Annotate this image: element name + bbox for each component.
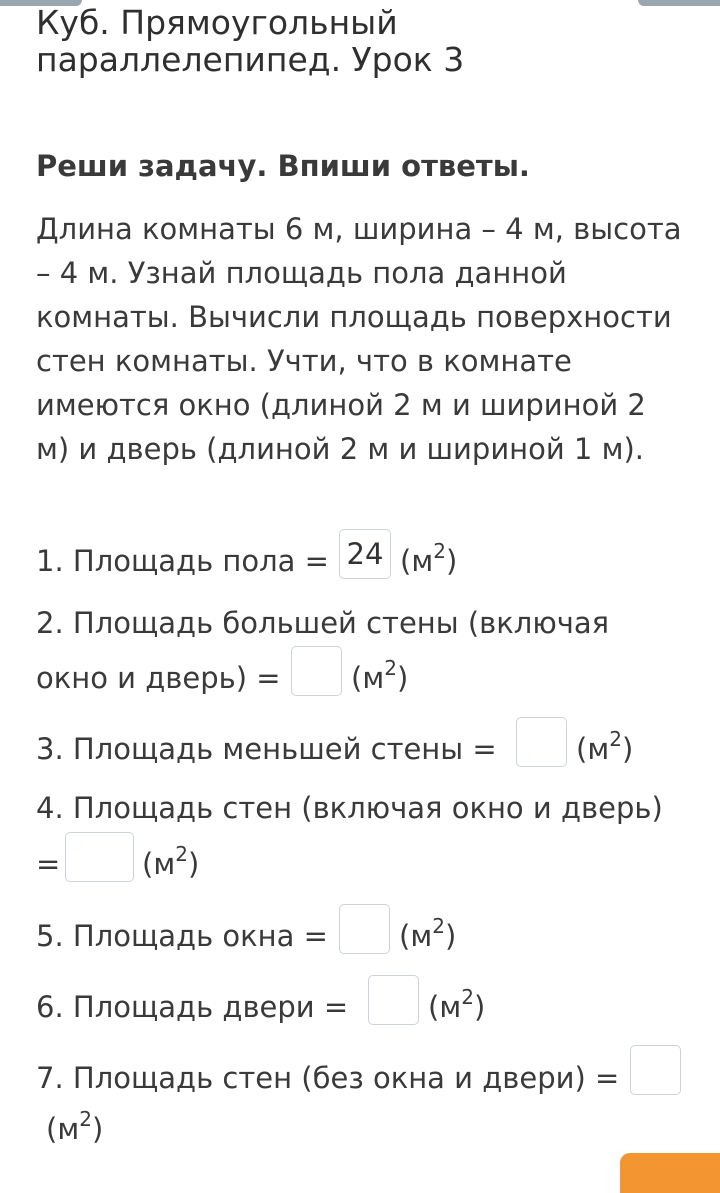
answer-input-7[interactable] — [630, 1045, 681, 1095]
unit-label-6 — [428, 985, 485, 1029]
unit-close: ) — [621, 732, 634, 766]
unit-exponent: 2 — [433, 539, 446, 564]
question-2-label-line2: окно и дверь) = — [36, 661, 281, 695]
question-2-label-line1: 2. Площадь большей стены (включая — [36, 606, 610, 640]
unit-exponent: 2 — [461, 985, 474, 1010]
answer-input-4[interactable] — [65, 832, 134, 882]
answer-input-2[interactable] — [291, 646, 342, 696]
unit-label-4 — [142, 842, 199, 886]
unit-close: ) — [444, 919, 457, 953]
unit-label-3 — [576, 727, 633, 771]
question-1-label: 1. Площадь пола = — [36, 544, 329, 578]
unit-base: (м — [576, 732, 610, 766]
question-6-label: 6. Площадь двери = — [36, 990, 349, 1024]
unit-base: (м — [400, 544, 434, 578]
next-button[interactable] — [620, 1153, 720, 1193]
lesson-title — [36, 4, 676, 78]
unit-label-7 — [46, 1107, 103, 1151]
unit-base: (м — [399, 919, 433, 953]
unit-base: (м — [142, 847, 176, 881]
answer-input-1[interactable] — [339, 529, 391, 579]
unit-exponent: 2 — [175, 842, 188, 867]
answer-input-5[interactable] — [339, 904, 390, 954]
unit-close: ) — [91, 1112, 104, 1146]
unit-label-5 — [399, 914, 456, 958]
question-5-label: 5. Площадь окна = — [36, 919, 328, 953]
unit-exponent: 2 — [432, 914, 445, 939]
unit-close: ) — [396, 661, 409, 695]
answer-input-6[interactable] — [368, 975, 419, 1025]
unit-exponent: 2 — [609, 727, 622, 752]
question-3-label: 3. Площадь меньшей стены = — [36, 732, 497, 766]
unit-exponent: 2 — [384, 656, 397, 681]
unit-base: (м — [351, 661, 385, 695]
question-4-label-line1: 4. Площадь стен (включая окно и дверь) — [36, 791, 663, 825]
unit-close: ) — [187, 847, 200, 881]
task-heading: Реши задачу. Впиши ответы. — [36, 149, 530, 183]
unit-exponent: 2 — [79, 1107, 92, 1132]
unit-close: ) — [445, 544, 458, 578]
lesson-title-line2: параллелепипед. Урок 3 — [36, 40, 465, 79]
unit-label-2 — [351, 656, 408, 700]
question-4-label-line2: = — [36, 847, 61, 881]
task-text: Длина комнаты 6 м, ширина – 4 м, высота – 4 м. Узнай площадь пола данной комнаты. Вычисли площадь поверхности стен комнаты. Учти, что в комнате имеются окно (длиной 2 м и шириной 2 м) и дверь (длиной 2 м и шириной 1 м). — [36, 212, 682, 466]
unit-close: ) — [473, 990, 486, 1024]
unit-label-1 — [400, 539, 457, 583]
unit-base: (м — [46, 1112, 80, 1146]
answer-input-3[interactable] — [516, 717, 567, 767]
question-7-label: 7. Площадь стен (без окна и двери) = — [36, 1061, 620, 1095]
lesson-title-line1: Куб. Прямоугольный — [36, 3, 398, 42]
unit-base: (м — [428, 990, 462, 1024]
